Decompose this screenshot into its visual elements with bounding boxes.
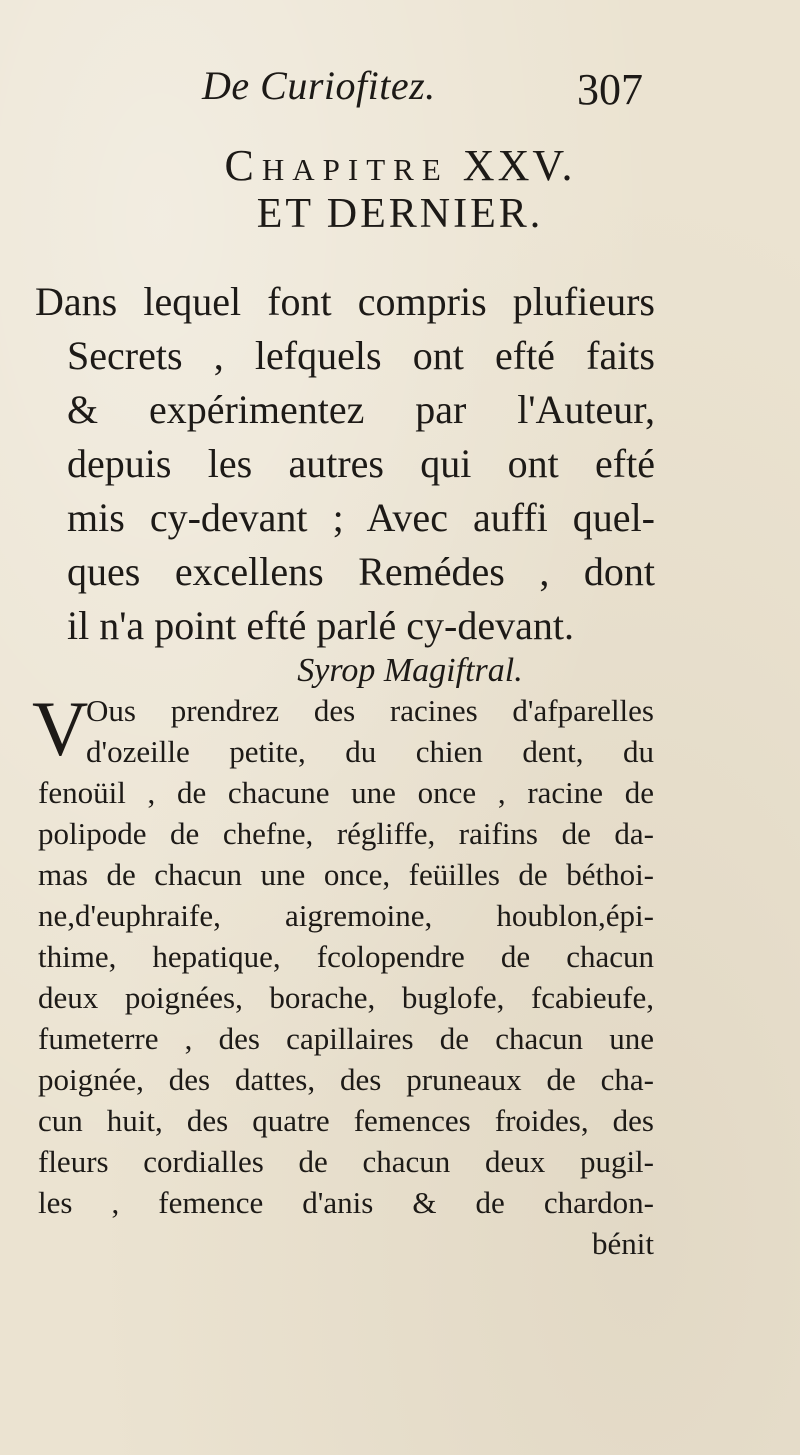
summary-line: mis cy-devant ; Avec auffi quel- — [67, 495, 655, 540]
recipe-line: cun huit, des quatre femences froides, des — [38, 1103, 654, 1138]
summary-line: il n'a point efté parlé cy-devant. — [67, 603, 574, 648]
recipe-line: fumeterre , des capillaires de chacun une — [38, 1021, 654, 1056]
recipe-line: ne,d'euphraife, aigremoine, houblon,épi- — [38, 898, 654, 933]
page-number: 307 — [577, 65, 643, 114]
recipe-line: fenoüil , de chacune une once , racine de — [38, 775, 654, 810]
recipe-line: thime, hepatique, fcolopendre de chacun — [38, 939, 654, 974]
summary-line: Dans lequel font compris plufieurs — [35, 279, 655, 324]
recipe-line: poignée, des dattes, des pruneaux de cha- — [38, 1062, 654, 1097]
chapter-subtitle: ET DERNIER. — [256, 191, 544, 237]
running-title: De Curiofitez. — [202, 63, 436, 108]
summary-line: & expérimentez par l'Auteur, — [67, 387, 655, 432]
recipe-title: Syrop Magiftral. — [297, 652, 523, 689]
recipe-line: polipode de chefne, régliffe, raifins de da- — [38, 816, 654, 851]
summary-line: depuis les autres qui ont efté — [67, 441, 655, 486]
recipe-line: mas de chacun une once, feüilles de béthoi- — [38, 857, 654, 892]
recipe-line: fleurs cordialles de chacun deux pugil- — [38, 1144, 654, 1179]
summary-line: Secrets , lefquels ont efté faits — [67, 333, 655, 378]
recipe-line: les , femence d'anis & de chardon- — [38, 1185, 654, 1220]
chapter-heading — [0, 140, 800, 191]
recipe-text — [32, 685, 654, 1264]
recipe-line: Ous prendrez des racines d'afparelles — [86, 693, 654, 728]
chapter-number: XXV. — [462, 141, 576, 190]
drop-cap: V — [32, 685, 89, 772]
chapter-label: Chapitre — [224, 141, 449, 190]
catchword: bénit — [592, 1226, 654, 1261]
recipe-line: d'ozeille petite, du chien dent, du — [86, 734, 654, 769]
recipe-line: deux poignées, borache, buglofe, fcabieufe, — [38, 980, 654, 1015]
chapter-summary — [35, 275, 655, 653]
running-head — [0, 62, 800, 112]
summary-line: ques excellens Remédes , dont — [67, 549, 655, 594]
